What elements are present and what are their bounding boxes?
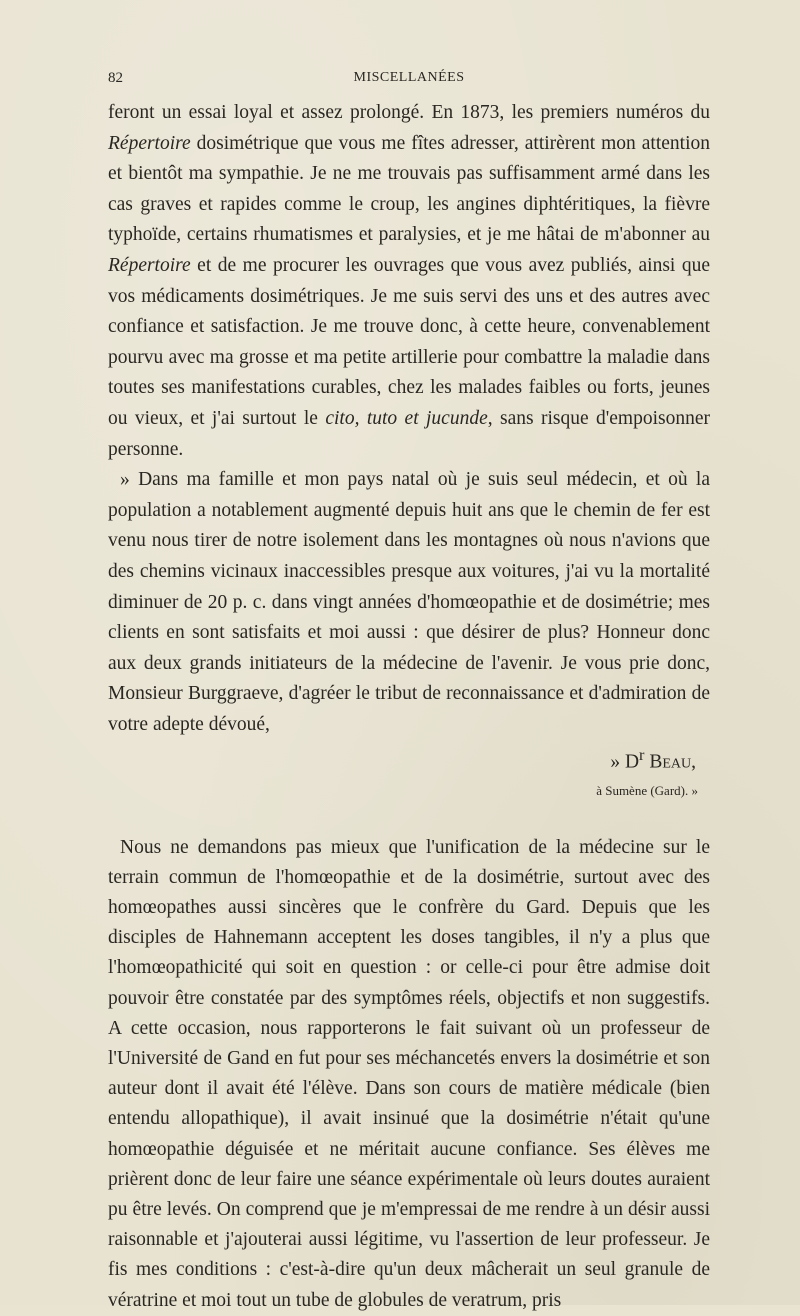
text-run: dosimétrique que vous me fîtes adresser, attirèrent mon attention et bientôt ma sympathie. Je ne me trouvais pas suffisamment armé dans les cas graves et rapides comme le croup, les angines diphtéritiques, la fièvre typhoïde, certains rhumatismes et paralysies, et je me hâtai de m'abonner au: [108, 132, 710, 246]
italic-title-repertoire: Répertoire: [108, 132, 191, 154]
signature-prefix: » D: [610, 751, 640, 773]
paragraph-letter-closing: » Dans ma famille et mon pays natal où je suis seul médecin, et où la population a notablement augmenté depuis huit ans que le chemin de fer est venu nous tirer de notre isolement dans les montagnes où nous n'avions que des chemins vicinaux inaccessibles presque aux voitures, j'ai vu la mortalité diminuer de 20 p. c. dans vingt années d'homœopathie et de dosimétrie; mes clients en sont satisfaits et moi aussi : que désirer de plus? Honneur donc aux deux grands initiateurs de la médecine de l'avenir. Je vous prie donc, Monsieur Burggraeve, d'agréer le tribut de reconnaissance et d'admiration de votre adepte dévoué,: [108, 469, 710, 735]
signature-name: [108, 740, 710, 778]
paragraph-gap: [108, 803, 710, 833]
text-run: , sans risque d'empoisonner personne.: [108, 407, 710, 460]
signature-superscript: r: [639, 746, 645, 765]
page-header: [108, 70, 710, 92]
italic-title-repertoire: Répertoire: [108, 254, 191, 276]
body-text: [108, 98, 710, 1316]
italic-latin-phrase: cito, tuto et jucunde: [325, 407, 488, 429]
paragraph-commentary: Nous ne demandons pas mieux que l'unification de la médecine sur le terrain commun de l'homœopathie et de la dosimétrie, surtout avec des homœopathes aussi sincères que le confrère du Gard. Depuis que les disciples de Hahnemann acceptent les doses tangibles, il n'y a plus que l'homœopathicité qui soit en question : or celle-ci pour être admise doit pouvoir être constatée par des symptômes réels, objectifs et non suggestifs. A cette occasion, nous rapporterons le fait suivant où un professeur de l'Université de Gand en fut pour ses méchancetés envers la dosimétrie et son auteur dont il avait été l'élève. Dans son cours de matière médicale (bien entendu allopathique), il avait insinué que la dosimétrie n'était qu'une homœopathie déguisée et ne méritait aucune confiance. Ses élèves me prièrent donc de leur faire une séance expérimentale où leurs doutes auraient pu être levés. On comprend que je m'empressai de me rendre à un désir aussi raisonnable et j'ajouterai aussi légitime, vu l'assertion de leur professeur. Je fis mes conditions : c'est-à-dire qu'un deux mâcherait un seul granule de vératrine et moi tout un tube de globules de veratrum, pris: [108, 836, 710, 1311]
signature-place: à Sumène (Gard). »: [596, 782, 698, 798]
page-number: 82: [108, 70, 123, 86]
paragraph-letter-continuation: [108, 98, 710, 465]
signature-surname: Beau,: [644, 751, 696, 773]
running-head: MISCELLANÉES: [353, 70, 465, 85]
text-run: et de me procurer les ouvrages que vous avez publiés, ainsi que vos médicaments dosimétriques. Je me suis servi des uns et des autres avec confiance et satisfaction. Je me trouve donc, à cette heure, convenablement pourvu avec ma grosse et ma petite artillerie pour combattre la maladie dans toutes ses manifestations curables, chez les malades faibles ou forts, jeunes ou vieux, et j'ai surtout le: [108, 254, 710, 429]
text-run: feront un essai loyal et assez prolongé. En 1873, les premiers numéros du: [108, 102, 710, 123]
